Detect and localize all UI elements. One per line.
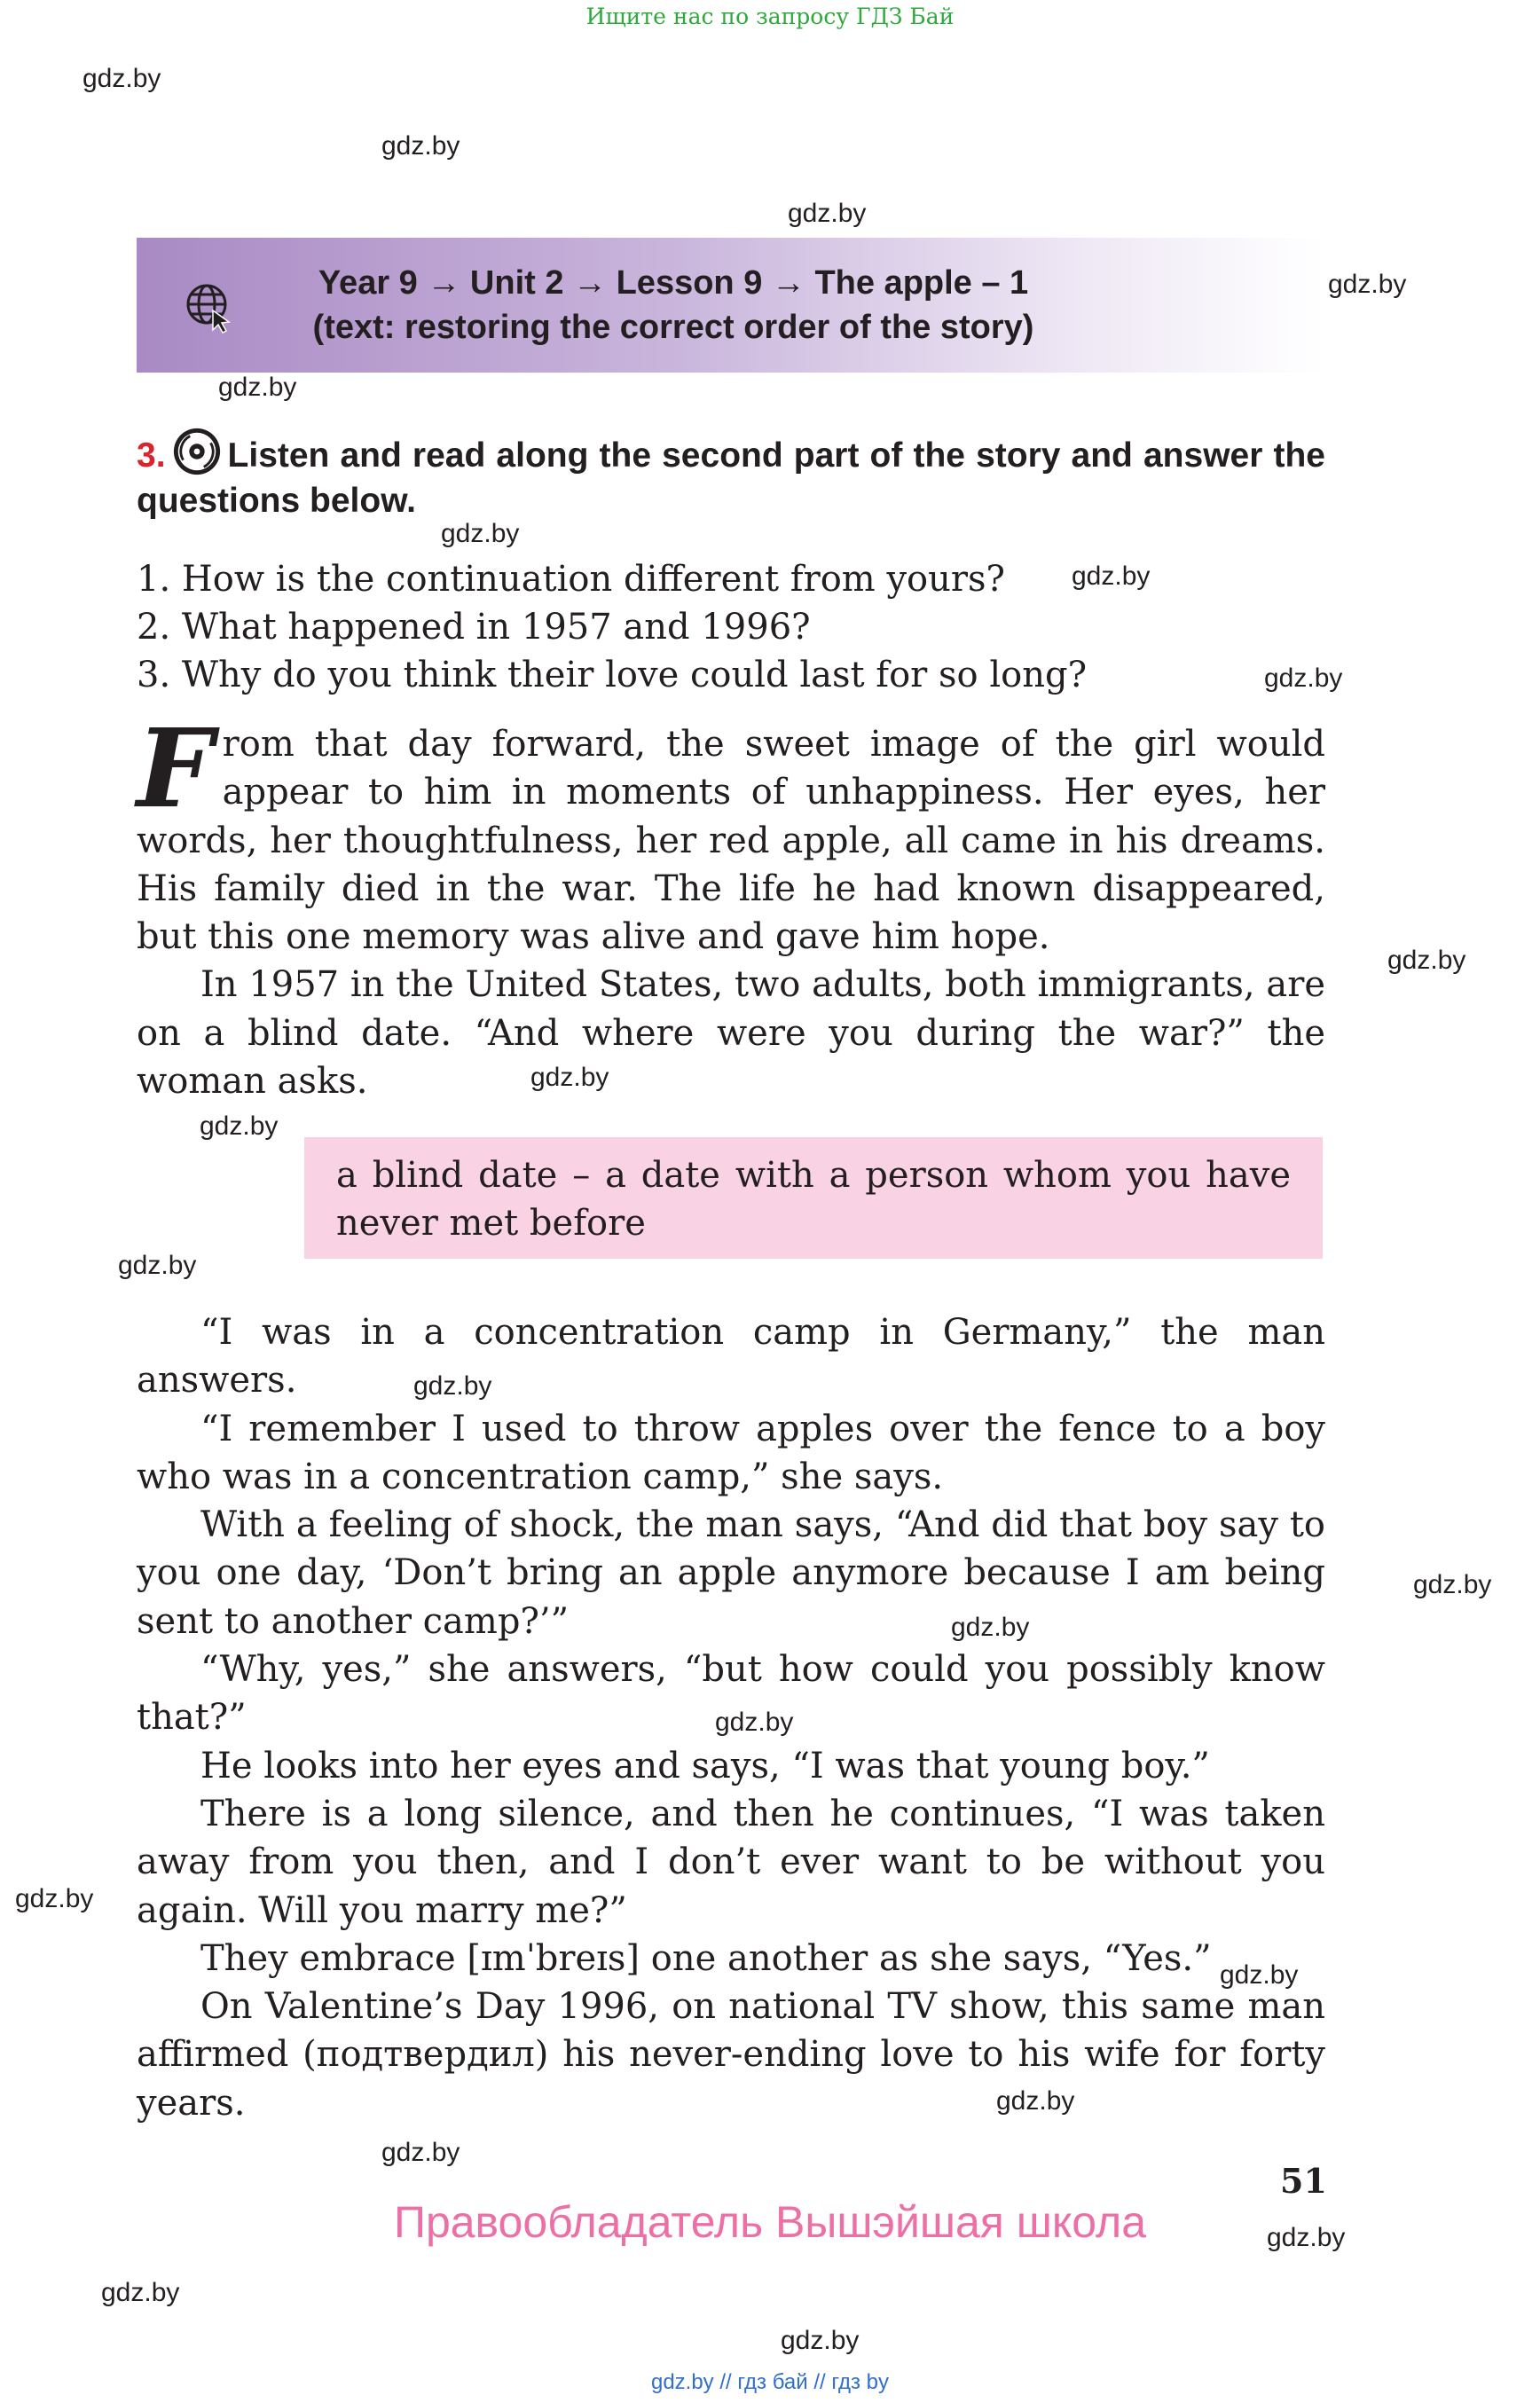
question-3: 3. Why do you think their love could last for so long? bbox=[137, 655, 1088, 695]
watermark: gdz.by bbox=[1267, 2223, 1346, 2252]
question-1: 1. How is the continuation different from yours? bbox=[137, 559, 1005, 600]
watermark: gdz.by bbox=[381, 2138, 460, 2167]
watermark: gdz.by bbox=[1072, 561, 1151, 591]
watermark: gdz.by bbox=[951, 1613, 1030, 1642]
page-number: 51 bbox=[1280, 2161, 1327, 2201]
story-paragraph: In 1957 in the United States, two adults, both immigrants, are on a blind date. “And where were you during the war?” the woman asks. bbox=[137, 964, 1325, 1103]
watermark: gdz.by bbox=[15, 1884, 94, 1913]
globe-cursor-icon bbox=[183, 280, 236, 334]
task-instruction bbox=[137, 426, 1325, 523]
watermark: gdz.by bbox=[1328, 270, 1407, 299]
task-number: 3. bbox=[137, 436, 166, 475]
watermark: gdz.by bbox=[101, 2278, 180, 2307]
banner-line-1: Year 9 → Unit 2 → Lesson 9 → The apple – 1 bbox=[318, 264, 1029, 302]
drop-cap: F bbox=[137, 704, 214, 832]
watermark: gdz.by bbox=[200, 1111, 279, 1141]
watermark: gdz.by bbox=[715, 1708, 794, 1737]
watermark: gdz.by bbox=[781, 2326, 860, 2355]
story-paragraph: They embrace [ɪmˈbreɪs] one another as she says, “Yes.” bbox=[200, 1937, 1212, 1979]
watermark: gdz.by bbox=[82, 64, 161, 93]
watermark: gdz.by bbox=[441, 519, 520, 548]
watermark: gdz.by bbox=[381, 131, 460, 161]
watermark: gdz.by bbox=[788, 199, 867, 228]
copyright-note: Правообладатель Вышэйшая школа bbox=[394, 2197, 1146, 2247]
story-paragraph: With a feeling of shock, the man says, “And did that boy say to you one day, ‘Don’t bring an apple anymore because I am being sent to another camp?’” bbox=[137, 1504, 1325, 1642]
footer-links[interactable]: gdz.by // гдз бай // гдз by bbox=[650, 2370, 890, 2394]
search-hint: Ищите нас по запросу ГДЗ Бай bbox=[585, 4, 955, 29]
story-paragraph-text: rom that day forward, the sweet image of the girl would appear to him in moments of unhappiness. Her eyes, her words, her thoughtfulness, her red apple, all came in his dreams. His family died in the war. The life he had known disappeared, but this one memory was alive and gave him hope. bbox=[137, 724, 1325, 958]
banner-line-2: (text: restoring the correct order of the story) bbox=[312, 309, 1034, 346]
watermark: gdz.by bbox=[413, 1371, 492, 1401]
story-part-1 bbox=[137, 704, 1325, 1105]
watermark: gdz.by bbox=[1220, 1960, 1299, 1990]
story-part-2 bbox=[137, 1308, 1325, 2127]
story-paragraph bbox=[137, 704, 1325, 961]
question-2: 2. What happened in 1957 and 1996? bbox=[137, 607, 811, 648]
story-paragraph: “Why, yes,” she answers, “but how could you possibly know that?” bbox=[137, 1649, 1325, 1739]
lesson-banner[interactable] bbox=[137, 238, 1323, 373]
watermark: gdz.by bbox=[1387, 946, 1466, 975]
banner-title bbox=[274, 261, 1072, 349]
story-paragraph: There is a long silence, and then he continues, “I was taken away from you then, and I don’t ever want to be without you again. Will you marry me?” bbox=[137, 1793, 1325, 1931]
watermark: gdz.by bbox=[996, 2086, 1075, 2116]
watermark: gdz.by bbox=[218, 373, 297, 402]
watermark: gdz.by bbox=[1413, 1570, 1492, 1599]
story-paragraph: “I was in a concentration camp in Germany,” the man answers. bbox=[137, 1312, 1325, 1402]
watermark: gdz.by bbox=[118, 1251, 197, 1280]
story-paragraph: On Valentine’s Day 1996, on national TV show, this same man affirmed (подтвердил) his never-ending love to his wife for forty years. bbox=[137, 1986, 1325, 2124]
glossary-box: a blind date – a date with a person whom you have never met before bbox=[304, 1137, 1323, 1259]
story-paragraph: “I remember I used to throw apples over the fence to a boy who was in a concentration camp,” she says. bbox=[137, 1408, 1325, 1497]
watermark: gdz.by bbox=[530, 1063, 609, 1092]
watermark: gdz.by bbox=[1264, 664, 1343, 693]
audio-disc-icon bbox=[171, 426, 223, 477]
story-paragraph: He looks into her eyes and says, “I was that young boy.” bbox=[200, 1745, 1210, 1787]
task-text: Listen and read along the second part of the story and answer the questions below. bbox=[137, 436, 1325, 520]
